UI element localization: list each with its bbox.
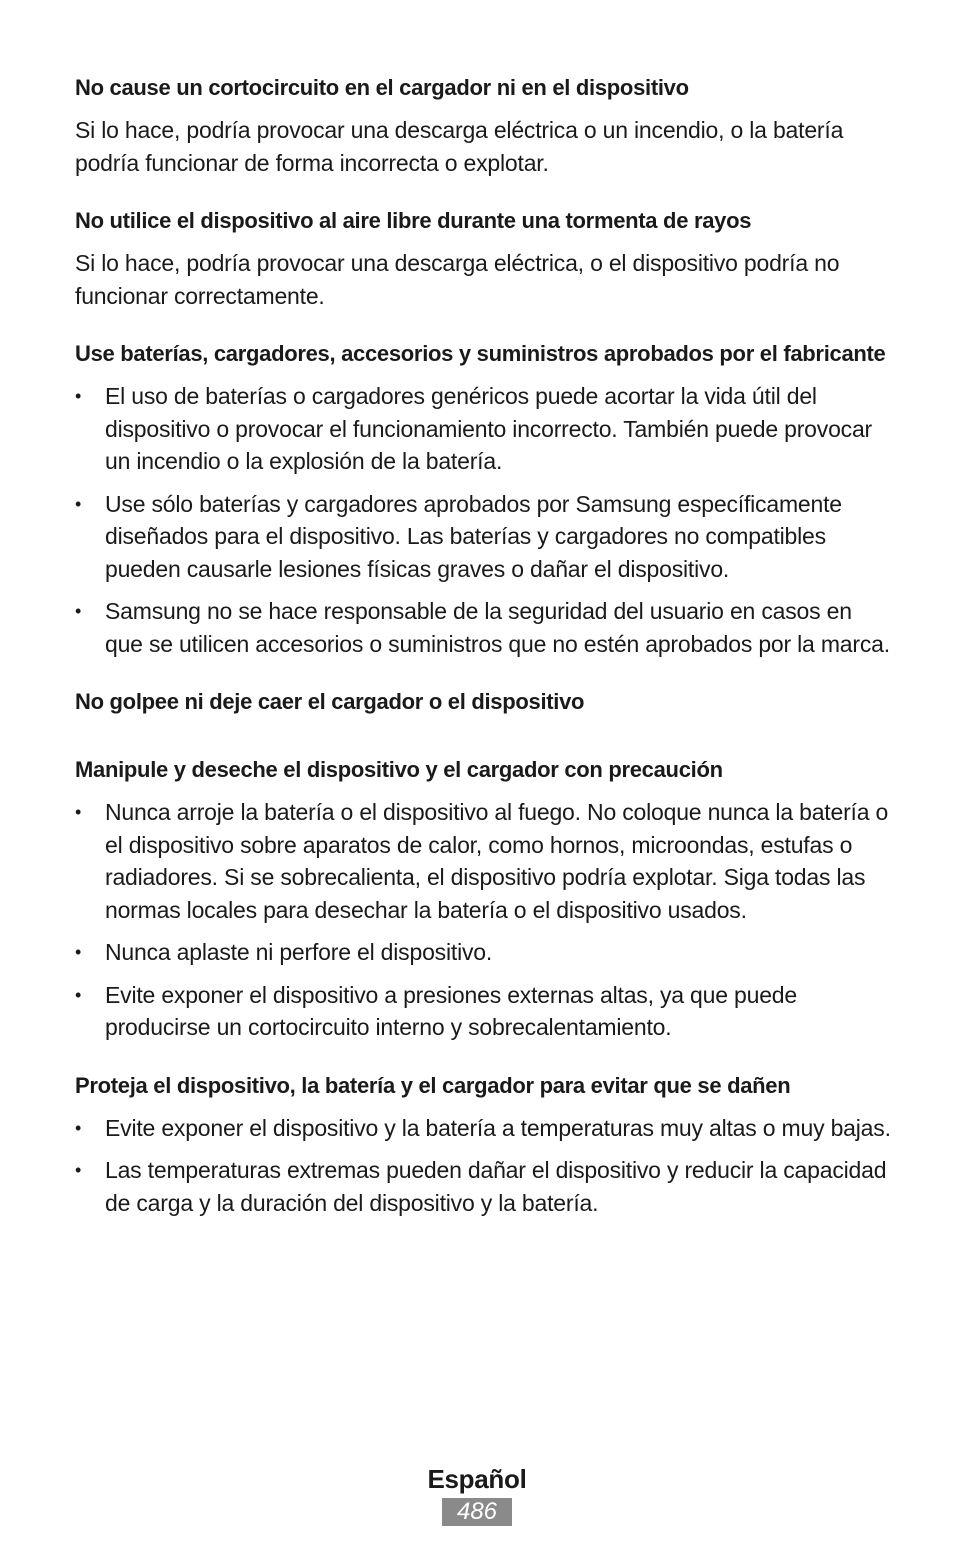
list-item-text: Nunca aplaste ni perfore el dispositivo. — [105, 939, 493, 965]
bullet-icon: • — [75, 493, 82, 514]
section-heading: No utilice el dispositivo al aire libre durante una tormenta de rayos — [75, 208, 752, 233]
section-heading: Use baterías, cargadores, accesorios y suministros aprobados por el fabricante — [75, 341, 886, 366]
list-item-text: Evite exponer el dispositivo y la batería a temperaturas muy altas o muy bajas. — [105, 1114, 891, 1141]
list-item-text: Las temperaturas extremas pueden dañar el dispositivo y reducir la capacidad de carga y la duración del dispositivo y la batería. — [105, 1157, 887, 1216]
language-label: Español — [427, 1464, 527, 1494]
bullet-list — [75, 380, 895, 660]
section-heading: No golpee ni deje caer el cargador o el dispositivo — [75, 689, 585, 714]
list-item — [75, 380, 895, 478]
bullet-icon: • — [75, 984, 82, 1005]
bullet-list — [75, 1112, 895, 1220]
list-item — [75, 979, 895, 1044]
section-no-drop — [75, 686, 895, 718]
bullet-icon: • — [75, 601, 82, 621]
bullet-icon: • — [75, 1160, 82, 1180]
section-approved-accessories — [75, 338, 895, 660]
list-item — [75, 595, 895, 660]
bullet-icon: • — [75, 386, 82, 406]
list-item-text: El uso de baterías o cargadores genéricos puede acortar la vida útil del dispositivo o provocar el funcionamiento incorrecto. También puede provocar un incendio o la explosión de la batería. — [105, 383, 873, 474]
bullet-icon: • — [75, 942, 82, 962]
list-item — [75, 1154, 895, 1219]
section-heading: Proteja el dispositivo, la batería y el cargador para evitar que se dañen — [75, 1072, 791, 1098]
section-paragraph: Si lo hace, podría provocar una descarga eléctrica o un incendio, o la batería podría funcionar de forma incorrecta o explotar. — [75, 117, 844, 176]
list-item — [75, 488, 895, 586]
document-body — [75, 72, 895, 1245]
section-protect-device — [75, 1070, 895, 1220]
bullet-list — [75, 796, 895, 1044]
bullet-icon: • — [75, 802, 82, 822]
section-heading: No cause un cortocircuito en el cargador ni en el dispositivo — [75, 75, 689, 100]
list-item — [75, 936, 895, 969]
list-item — [75, 1112, 895, 1145]
list-item-text: Nunca arroje la batería o el dispositivo al fuego. No coloque nunca la batería o el dispositivo sobre aparatos de calor, como hornos, microondas, estufas o radiadores. Si se sobrecalienta, el dispositivo podría explotar. Siga todas las normas locales para desechar la batería o el dispositivo usados. — [105, 799, 889, 923]
section-handle-dispose — [75, 754, 895, 1044]
list-item-text: Samsung no se hace responsable de la seguridad del usuario en casos en que se utilicen accesorios o suministros que no estén aprobados por la marca. — [105, 598, 890, 657]
page-footer — [0, 1462, 954, 1526]
section-heading: Manipule y deseche el dispositivo y el cargador con precaución — [75, 757, 723, 782]
page-number: 486 — [442, 1498, 512, 1526]
section-paragraph: Si lo hace, podría provocar una descarga eléctrica, o el dispositivo podría no funcionar correctamente. — [75, 250, 840, 309]
section-lightning-storm — [75, 205, 895, 312]
list-item-text: Use sólo baterías y cargadores aprobados por Samsung específicamente diseñados para el dispositivo. Las baterías y cargadores no compatibles pueden causarle lesiones físicas graves o dañar el dispositivo. — [105, 490, 842, 582]
bullet-icon: • — [75, 1117, 82, 1138]
list-item-text: Evite exponer el dispositivo a presiones externas altas, ya que puede producirse un cortocircuito interno y sobrecalentamiento. — [105, 981, 797, 1040]
list-item — [75, 796, 895, 926]
section-short-circuit — [75, 72, 895, 179]
